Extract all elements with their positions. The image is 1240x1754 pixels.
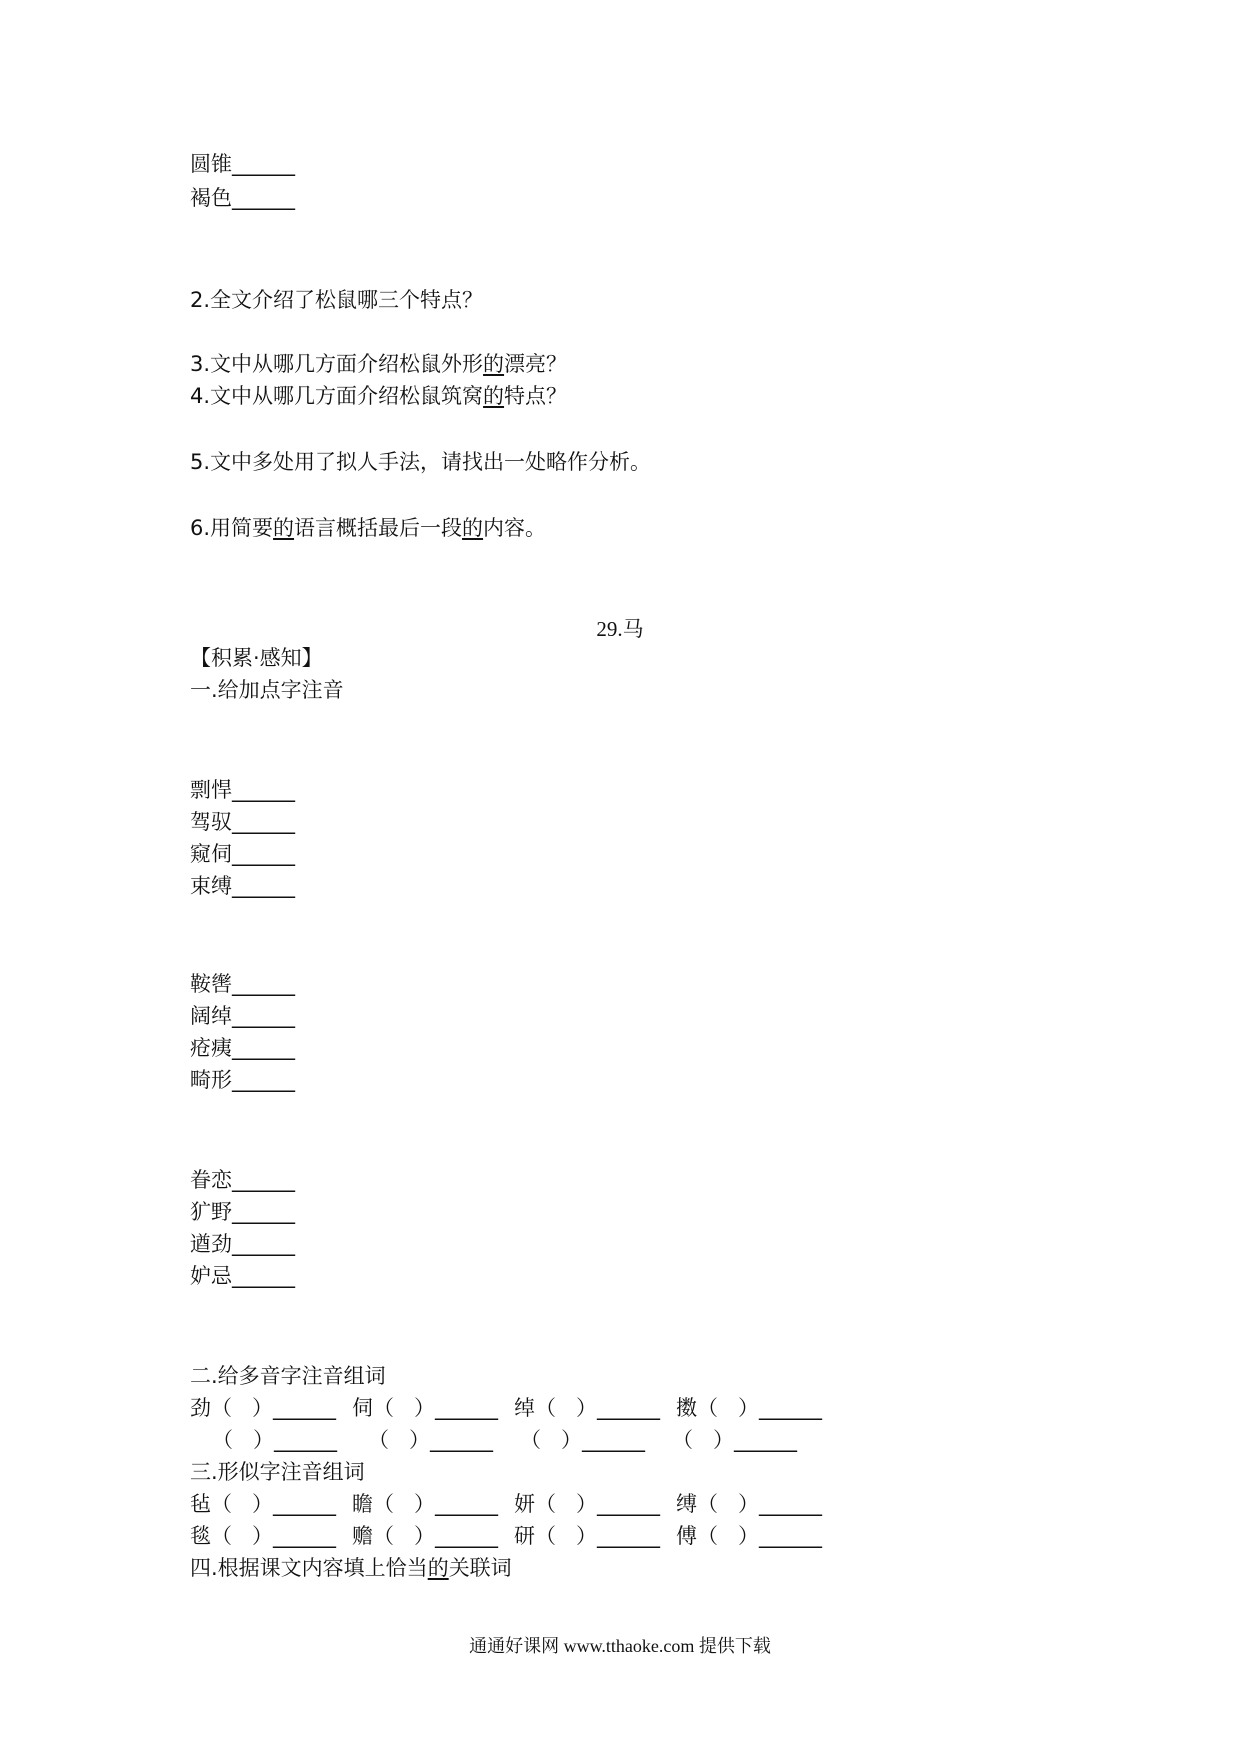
part3-title: 三.形似字注音组词 — [190, 1460, 365, 1484]
question-6: 6.用简要的语言概括最后一段的内容。 — [190, 516, 547, 540]
polyphone-item: （ ）______ — [672, 1428, 798, 1452]
part1-title: 一.给加点字注音 — [190, 678, 344, 702]
polyphone-item: （ ）______ — [520, 1428, 646, 1452]
vocab-item: 窥伺______ — [190, 842, 295, 866]
polyphone-item: 绰（ ）______ — [514, 1396, 661, 1420]
vocab-item: 遒劲______ — [190, 1232, 295, 1256]
similar-char-item: 傅（ ）______ — [676, 1524, 823, 1548]
polyphone-row — [190, 1394, 850, 1422]
polyphone-item: （ ）______ — [212, 1428, 338, 1452]
polyphone-item: 伺（ ）______ — [352, 1396, 499, 1420]
polyphone-row — [190, 1426, 850, 1454]
polyphone-item: （ ）______ — [368, 1428, 494, 1452]
similar-char-item: 毯（ ）______ — [190, 1524, 337, 1548]
vocab-item: 鞍辔______ — [190, 972, 295, 996]
similar-char-item: 缚（ ）______ — [676, 1492, 823, 1516]
polyphone-item: 擞（ ）______ — [676, 1396, 823, 1420]
vocab-item: 剽悍______ — [190, 778, 295, 802]
question-2: 2.全文介绍了松鼠哪三个特点？ — [190, 288, 484, 312]
vocab-item: 阔绰______ — [190, 1004, 295, 1028]
vocab-item: 畸形______ — [190, 1068, 295, 1092]
vocab-item: 妒忌______ — [190, 1264, 295, 1288]
vocab-item: 疮痍______ — [190, 1036, 295, 1060]
similar-char-item: 瞻（ ）______ — [352, 1492, 499, 1516]
similar-char-row — [190, 1522, 850, 1550]
vocab-item: 犷野______ — [190, 1200, 295, 1224]
similar-char-item: 赡（ ）______ — [352, 1524, 499, 1548]
question-3: 3.文中从哪几方面介绍松鼠外形的漂亮？ — [190, 352, 568, 376]
page-footer: 通通好课网 www.tthaoke.com 提供下载 — [469, 1636, 771, 1656]
vocab-item: 束缚______ — [190, 874, 295, 898]
vocab-item: 圆锥______ — [190, 152, 295, 176]
vocab-item: 眷恋______ — [190, 1168, 295, 1192]
vocab-item: 驾驭______ — [190, 810, 295, 834]
polyphone-item: 劲（ ）______ — [190, 1396, 337, 1420]
vocab-item: 褐色______ — [190, 186, 295, 210]
question-4: 4.文中从哪几方面介绍松鼠筑窝的特点？ — [190, 384, 568, 408]
lesson-title: 29.马 — [596, 617, 644, 641]
question-5: 5.文中多处用了拟人手法，请找出一处略作分析。 — [190, 450, 652, 474]
similar-char-item: 毡（ ）______ — [190, 1492, 337, 1516]
similar-char-item: 研（ ）______ — [514, 1524, 661, 1548]
section-heading: 【积累·感知】 — [190, 646, 323, 670]
part2-title: 二.给多音字注音组词 — [190, 1364, 386, 1388]
similar-char-row — [190, 1490, 850, 1518]
similar-char-item: 妍（ ）______ — [514, 1492, 661, 1516]
part4-title: 四.根据课文内容填上恰当的关联词 — [190, 1556, 512, 1580]
